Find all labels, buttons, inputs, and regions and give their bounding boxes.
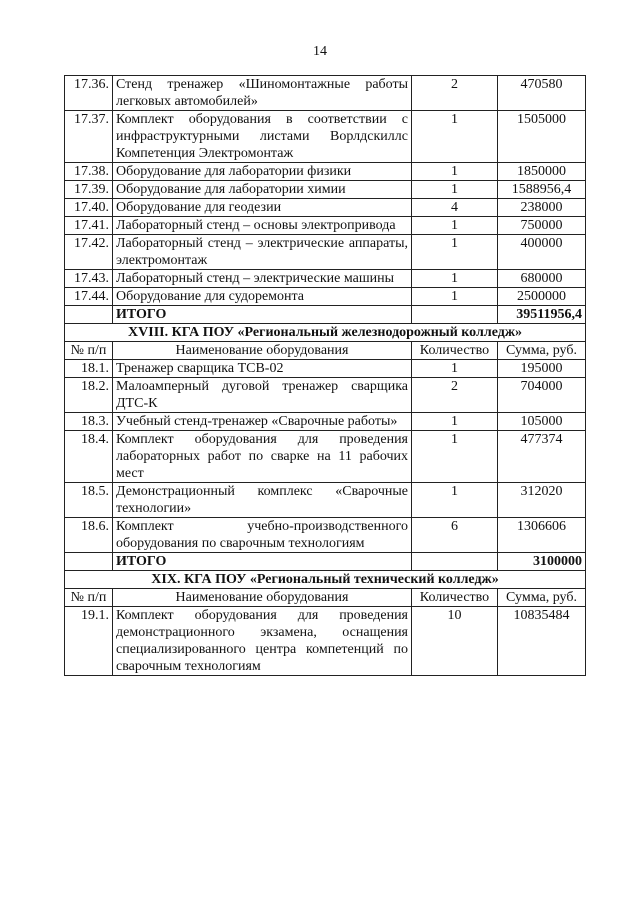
quantity: 1: [412, 163, 498, 181]
total-empty-cell: [65, 553, 113, 571]
quantity: 1: [412, 217, 498, 235]
equipment-name: Учебный стенд-тренажер «Сварочные работы»: [113, 413, 412, 431]
header-name: Наименование оборудования: [113, 342, 412, 360]
equipment-name: Оборудование для лаборатории физики: [113, 163, 412, 181]
equipment-name: Комплект оборудования для проведения демонстрационного экзамена, оснащения специализированного центра компетенций по сварочным технологиям: [113, 607, 412, 676]
table-row: [65, 378, 586, 413]
table-row: [65, 111, 586, 163]
equipment-name: Тренажер сварщика ТСВ-02: [113, 360, 412, 378]
row-number: 18.2.: [65, 378, 113, 413]
quantity: 1: [412, 235, 498, 270]
header-name: Наименование оборудования: [113, 589, 412, 607]
section-title-row: [65, 324, 586, 342]
row-number: 18.6.: [65, 518, 113, 553]
amount: 195000: [498, 360, 586, 378]
section-title: XIX. КГА ПОУ «Региональный технический колледж»: [65, 571, 586, 589]
equipment-table: [64, 75, 586, 676]
table-row: [65, 217, 586, 235]
table-row: [65, 270, 586, 288]
row-number: 17.43.: [65, 270, 113, 288]
quantity: 1: [412, 270, 498, 288]
quantity: 6: [412, 518, 498, 553]
row-number: 18.5.: [65, 483, 113, 518]
amount: 312020: [498, 483, 586, 518]
quantity: 1: [412, 111, 498, 163]
table-row: [65, 76, 586, 111]
table-header-row: [65, 589, 586, 607]
equipment-name: Демонстрационный комплекс «Сварочные технологии»: [113, 483, 412, 518]
row-number: 17.41.: [65, 217, 113, 235]
amount: 704000: [498, 378, 586, 413]
table-row: [65, 607, 586, 676]
row-number: 19.1.: [65, 607, 113, 676]
header-amount: Сумма, руб.: [498, 589, 586, 607]
amount: 477374: [498, 431, 586, 483]
total-empty-cell: [412, 306, 498, 324]
quantity: 10: [412, 607, 498, 676]
quantity: 1: [412, 288, 498, 306]
row-number: 17.36.: [65, 76, 113, 111]
total-amount: 39511956,4: [498, 306, 586, 324]
quantity: 1: [412, 431, 498, 483]
amount: 680000: [498, 270, 586, 288]
amount: 2500000: [498, 288, 586, 306]
equipment-name: Лабораторный стенд – электрические машины: [113, 270, 412, 288]
total-empty-cell: [412, 553, 498, 571]
amount: 105000: [498, 413, 586, 431]
quantity: 2: [412, 76, 498, 111]
amount: 1306606: [498, 518, 586, 553]
header-amount: Сумма, руб.: [498, 342, 586, 360]
amount: 750000: [498, 217, 586, 235]
row-number: 18.1.: [65, 360, 113, 378]
total-empty-cell: [65, 306, 113, 324]
total-row: [65, 306, 586, 324]
row-number: 17.40.: [65, 199, 113, 217]
section-title: XVIII. КГА ПОУ «Региональный железнодорожный колледж»: [65, 324, 586, 342]
equipment-name: Лабораторный стенд – электрические аппараты, электромонтаж: [113, 235, 412, 270]
table-header-row: [65, 342, 586, 360]
table-row: [65, 431, 586, 483]
total-label: ИТОГО: [113, 306, 412, 324]
header-quantity: Количество: [412, 342, 498, 360]
equipment-name: Лабораторный стенд – основы электропривода: [113, 217, 412, 235]
equipment-name: Комплект оборудования в соответствии с инфраструктурными листами Ворлдскиллс Компетенция Электромонтаж: [113, 111, 412, 163]
table-row: [65, 163, 586, 181]
table-row: [65, 181, 586, 199]
header-quantity: Количество: [412, 589, 498, 607]
table-row: [65, 199, 586, 217]
quantity: 4: [412, 199, 498, 217]
row-number: 17.44.: [65, 288, 113, 306]
row-number: 18.4.: [65, 431, 113, 483]
section-title-row: [65, 571, 586, 589]
total-row: [65, 553, 586, 571]
row-number: 17.38.: [65, 163, 113, 181]
amount: 1850000: [498, 163, 586, 181]
quantity: 2: [412, 378, 498, 413]
table-row: [65, 413, 586, 431]
equipment-name: Малоамперный дуговой тренажер сварщика ДТС-К: [113, 378, 412, 413]
row-number: 18.3.: [65, 413, 113, 431]
equipment-name: Комплект учебно-производственного оборудования по сварочным технологиям: [113, 518, 412, 553]
quantity: 1: [412, 181, 498, 199]
amount: 400000: [498, 235, 586, 270]
row-number: 17.39.: [65, 181, 113, 199]
amount: 1588956,4: [498, 181, 586, 199]
row-number: 17.42.: [65, 235, 113, 270]
table-row: [65, 518, 586, 553]
header-number: № п/п: [65, 342, 113, 360]
total-label: ИТОГО: [113, 553, 412, 571]
amount: 1505000: [498, 111, 586, 163]
header-number: № п/п: [65, 589, 113, 607]
table-row: [65, 288, 586, 306]
row-number: 17.37.: [65, 111, 113, 163]
table-row: [65, 360, 586, 378]
quantity: 1: [412, 413, 498, 431]
amount: 470580: [498, 76, 586, 111]
equipment-name: Оборудование для геодезии: [113, 199, 412, 217]
table-row: [65, 235, 586, 270]
amount: 238000: [498, 199, 586, 217]
equipment-name: Стенд тренажер «Шиномонтажные работы легковых автомобилей»: [113, 76, 412, 111]
total-amount: 3100000: [498, 553, 586, 571]
equipment-name: Оборудование для лаборатории химии: [113, 181, 412, 199]
quantity: 1: [412, 360, 498, 378]
equipment-name: Оборудование для судоремонта: [113, 288, 412, 306]
quantity: 1: [412, 483, 498, 518]
table-row: [65, 483, 586, 518]
equipment-name: Комплект оборудования для проведения лабораторных работ по сварке на 11 рабочих мест: [113, 431, 412, 483]
page-number: 14: [313, 44, 327, 59]
amount: 10835484: [498, 607, 586, 676]
